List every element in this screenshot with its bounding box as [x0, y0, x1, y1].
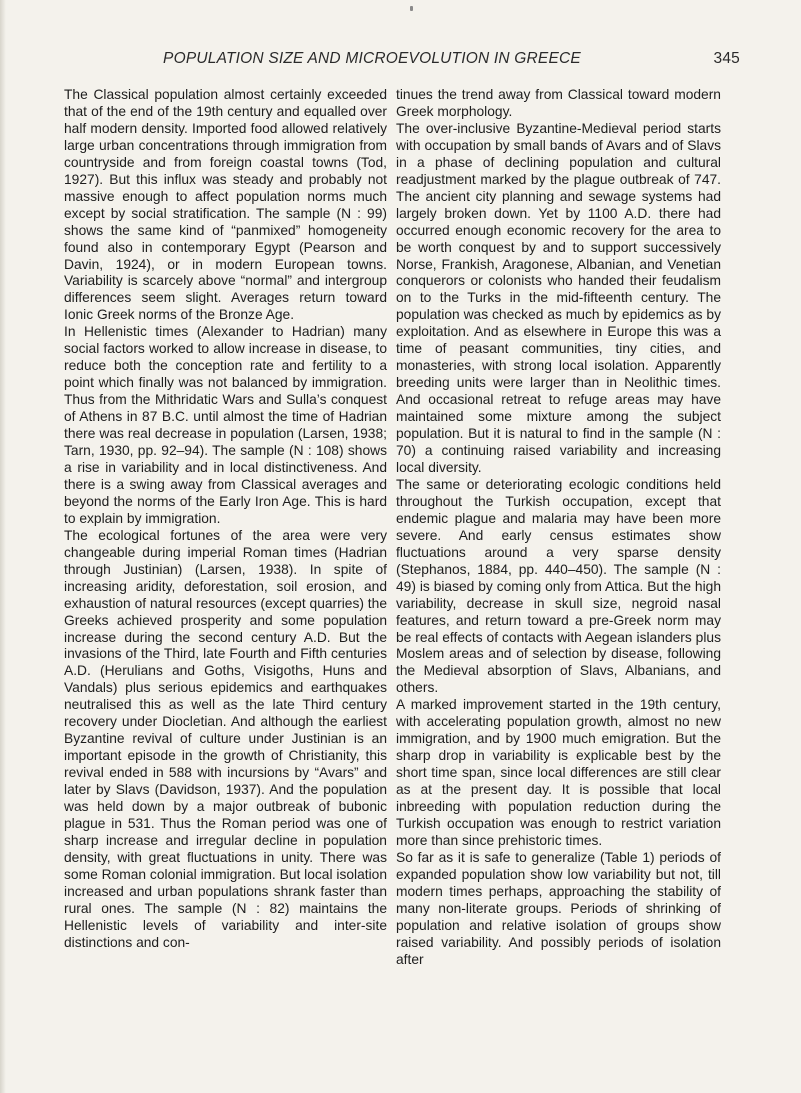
paragraph-turkish: The same or deteriorating ecologic conditions held throughout the Turkish occupation, except that endemic plague and malaria may have been more severe. And early census estimates show fluctuations around a very sparse density (Stephanos, 1884, pp. 440–450). The sample (N : 49) is biased by coming only from Attica. But the high variability, decrease in skull size, negroid nasal features, and return toward a pre-Greek norm may be real effects of contacts with Aegean islanders plus Moslem areas and of selection by disease, following the Medieval absorption of Slavs, Albanians, and others. — [396, 476, 721, 696]
paragraph-19th-century: A marked improvement started in the 19th century, with accelerating population growth, almost no new immigration, and by 1900 much emigration. But the sharp drop in variability is explicable best by the short time span, since local differences are still clear as at the present day. It is possible that local inbreeding with population reduction during the Turkish occupation was enough to restrict variation more than since prehistoric times. — [396, 697, 721, 848]
paragraph-roman: The ecological fortunes of the area were very changeable during imperial Roman times (Hadrian through Justinian) (Larsen, 1938). In spite of increasing aridity, deforestation, soil erosion, and exhaustion of natural resources (except quarries) the Greeks achieved prosperity and some population increase during the second century A.D. But the invasions of the Third, late Fourth and Fifth centuries A.D. (Herulians and Goths, Visigoths, Huns and Vandals) plus serious epidemics and earthquakes neutralised this as well as the late Third century recovery under Diocletian. And although the earliest Byzantine revival of culture under Justinian is an important episode in the growth of Christianity, this revival ended in 588 with incursions by “Avars” and later by Slavs (Davidson, 1937). And the population was held down by a major outbreak of bubonic plague in 531. Thus the Roman period was one of sharp increase and irregular decline in population density, with great fluctuations in unity. There was some Roman colonial immigration. But local isolation increased and urban populations shrank faster than rural ones. The sample (N : 82) maintains the Hellenistic levels of variability and inter-site distinctions and con- — [64, 527, 387, 950]
right-column — [396, 87, 721, 969]
paragraph-byzantine-medieval: The over-inclusive Byzantine-Medieval period starts with occupation by small bands of Avars and of Slavs in a phase of declining population and cultural readjustment marked by the plague outbreak of 747. The ancient city planning and sewage systems had largely broken down. Yet by 1100 A.D. there had occurred enough economic recovery for the area to be worth conquest by and to support successively Norse, Frankish, Aragonese, Albanian, and Venetian conquerors or colonists who handed their feudalism on to the Turks in the mid-fifteenth century. The population was checked as much by epidemics as by exploitation. And as elsewhere in Europe this was a time of peasant communities, tiny cities, and monasteries, with strong local isolation. Apparently breeding units were larger than in Neolithic times. And occasional retreat to refuge areas may have maintained some mixture among the subject population. But it is natural to find in the sample (N : 70) a continuing raised variability and increasing local diversity. — [396, 120, 721, 475]
page-number: 345 — [713, 50, 740, 67]
paragraph-roman-continued: tinues the trend away from Classical toward modern Greek morphology. — [396, 87, 721, 119]
scan-edge-shadow — [0, 0, 6, 1093]
paragraph-hellenistic: In Hellenistic times (Alexander to Hadrian) many social factors worked to allow increase in disease, to reduce both the conception rate and fertility to a point which finally was not balanced by immigration. Thus from the Mithridatic Wars and Sulla’s conquest of Athens in 87 B.C. until almost the time of Hadrian there was real decrease in population (Larsen, 1938; Tarn, 1930, pp. 92–94). The sample (N : 108) shows a rise in variability and in local distinctiveness. And there is a swing away from Classical averages and beyond the norms of the Early Iron Age. This is hard to explain by immigration. — [64, 324, 387, 526]
paragraph-generalization: So far as it is safe to generalize (Table 1) periods of expanded population show low variability but not, till modern times perhaps, approaching the stability of many non-literate groups. Periods of shrinking of population and relative isolation of groups show raised variability. And possibly periods of isolation after — [396, 849, 721, 967]
running-title: POPULATION SIZE AND MICROEVOLUTION IN GREECE — [163, 50, 581, 67]
scan-speck — [410, 6, 413, 11]
left-column — [64, 87, 387, 952]
paragraph-classical: The Classical population almost certainly exceeded that of the end of the 19th century and equalled over half modern density. Imported food allowed relatively large urban concentrations through immigration from countryside and from foreign coastal towns (Tod, 1927). But this influx was steady and probably not massive enough to affect population norms much except by social stratification. The sample (N : 99) shows the same kind of “panmixed” homogeneity found also in contemporary Egypt (Pearson and Davin, 1924), or in modern European towns. Variability is scarcely above “normal” and intergroup differences seem slight. Averages return toward Ionic Greek norms of the Bronze Age. — [64, 87, 387, 323]
